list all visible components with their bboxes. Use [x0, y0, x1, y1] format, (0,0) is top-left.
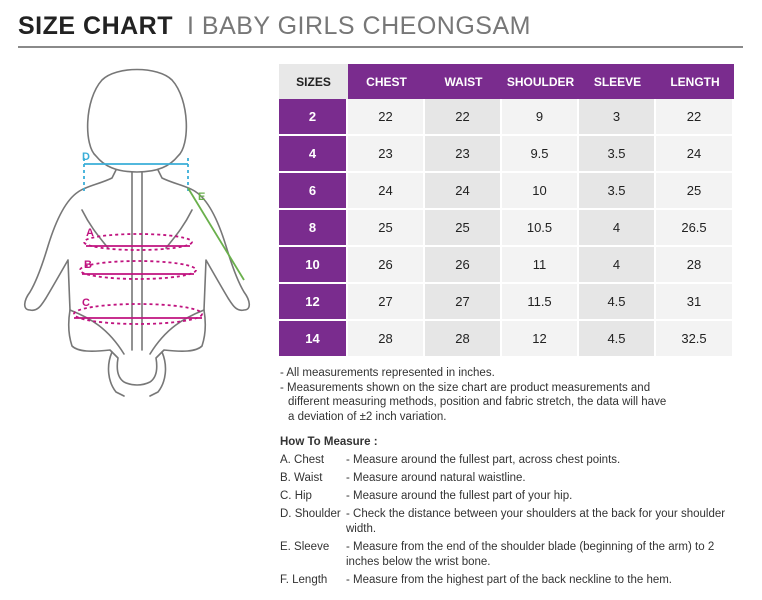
page-title: SIZE CHART	[18, 12, 173, 40]
measure-term: A. Chest	[280, 454, 325, 466]
how-to-measure-title: How To Measure :	[280, 436, 378, 448]
baby-measurement-figure	[12, 60, 262, 400]
table-cell: 10	[502, 173, 579, 210]
table-cell: 28	[425, 321, 502, 358]
title-divider	[18, 46, 743, 48]
table-row	[279, 99, 734, 136]
table-row	[279, 284, 734, 321]
page-subtitle: I BABY GIRLS CHEONGSAM	[187, 12, 531, 40]
table-cell: 22	[348, 99, 425, 136]
measure-item	[280, 453, 750, 468]
note-line: - All measurements represented in inches.	[280, 367, 495, 379]
table-cell: 23	[425, 136, 502, 173]
table-cell: 24	[656, 136, 734, 173]
size-cell: 8	[279, 210, 348, 247]
table-cell: 27	[348, 284, 425, 321]
measure-item	[280, 507, 750, 537]
label-c: C	[82, 297, 90, 309]
note-line: - Measurements shown on the size chart are product measurements and	[280, 381, 651, 394]
table-cell: 9.5	[502, 136, 579, 173]
table-cell: 22	[656, 99, 734, 136]
size-cell: 6	[279, 173, 348, 210]
table-cell: 27	[425, 284, 502, 321]
table-cell: 24	[348, 173, 425, 210]
measure-desc: - Measure around the fullest part, across chest points.	[346, 454, 621, 466]
label-b: B	[84, 259, 92, 271]
table-cell: 23	[348, 136, 425, 173]
measure-term: E. Sleeve	[280, 541, 330, 553]
col-header-length: LENGTH	[656, 64, 734, 99]
size-table	[279, 64, 734, 358]
figure-head	[88, 70, 187, 173]
notes	[280, 366, 740, 424]
table-cell: 26	[348, 247, 425, 284]
measure-item	[280, 573, 750, 588]
table-cell: 11.5	[502, 284, 579, 321]
table-cell: 26.5	[656, 210, 734, 247]
size-cell: 12	[279, 284, 348, 321]
measure-term: B. Waist	[280, 472, 323, 484]
figure-left-leg	[109, 352, 124, 396]
table-row	[279, 136, 734, 173]
measure-desc: - Measure around natural waistline.	[346, 472, 526, 484]
table-cell: 25	[425, 210, 502, 247]
table-cell: 26	[425, 247, 502, 284]
table-cell: 28	[348, 321, 425, 358]
figure-body-outline	[25, 170, 250, 385]
table-row	[279, 210, 734, 247]
note-line: a deviation of ±2 inch variation.	[288, 410, 447, 423]
label-a: A	[86, 227, 94, 239]
table-cell: 9	[502, 99, 579, 136]
label-e: E	[198, 191, 206, 203]
table-cell: 3.5	[579, 173, 656, 210]
measure-term: F. Length	[280, 574, 328, 586]
table-cell: 4	[579, 210, 656, 247]
col-header-chest: CHEST	[348, 64, 425, 99]
label-d: D	[82, 151, 90, 163]
measure-term: C. Hip	[280, 490, 312, 502]
size-cell: 14	[279, 321, 348, 358]
table-cell: 28	[656, 247, 734, 284]
table-cell: 24	[425, 173, 502, 210]
table-cell: 4.5	[579, 321, 656, 358]
table-cell: 25	[348, 210, 425, 247]
figure-right-leg	[150, 352, 165, 396]
size-cell: 10	[279, 247, 348, 284]
note-line: different measuring methods, position and fabric stretch, the data will have	[288, 396, 667, 408]
table-cell: 31	[656, 284, 734, 321]
table-cell: 4	[579, 247, 656, 284]
how-to-measure	[280, 436, 750, 591]
col-header-sleeve: SLEEVE	[579, 64, 656, 99]
table-cell: 3	[579, 99, 656, 136]
table-cell: 32.5	[656, 321, 734, 358]
table-row	[279, 321, 734, 358]
size-cell: 4	[279, 136, 348, 173]
table-cell: 12	[502, 321, 579, 358]
table-cell: 22	[425, 99, 502, 136]
table-row	[279, 247, 734, 284]
table-cell: 11	[502, 247, 579, 284]
table-cell: 4.5	[579, 284, 656, 321]
table-cell: 3.5	[579, 136, 656, 173]
col-header-shoulder: SHOULDER	[502, 64, 579, 99]
col-header-waist: WAIST	[425, 64, 502, 99]
measure-desc: - Measure around the fullest part of your hip.	[346, 490, 573, 502]
measure-term: D. Shoulder	[280, 508, 341, 520]
measure-desc: - Measure from the end of the shoulder blade (beginning of the arm) to 2 inches below the wrist bone.	[346, 541, 715, 568]
col-header-sizes: SIZES	[279, 64, 348, 99]
measure-desc: - Measure from the highest part of the back neckline to the hem.	[346, 574, 673, 586]
table-row	[279, 173, 734, 210]
measure-item	[280, 540, 750, 570]
table-header-row	[279, 64, 734, 99]
size-cell: 2	[279, 99, 348, 136]
measure-item	[280, 471, 750, 486]
header	[18, 12, 531, 46]
table-cell: 10.5	[502, 210, 579, 247]
table-cell: 25	[656, 173, 734, 210]
measure-item	[280, 489, 750, 504]
measure-desc: - Check the distance between your shoulders at the back for your shoulder width.	[346, 508, 726, 535]
